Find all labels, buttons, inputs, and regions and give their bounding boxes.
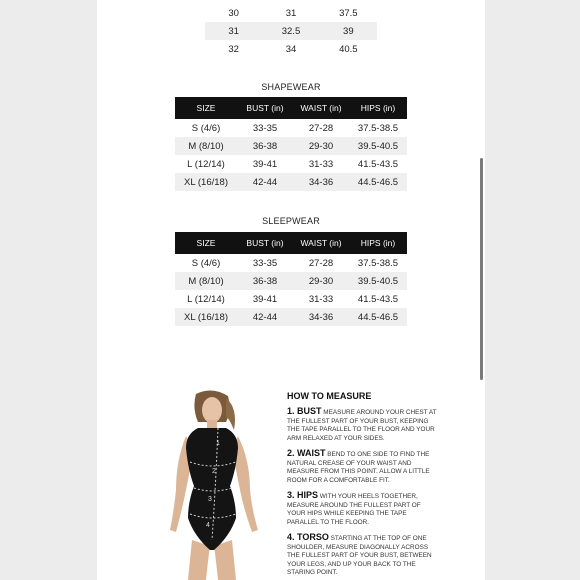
table-cell: 42-44 (237, 308, 293, 326)
table-cell: M (8/10) (175, 137, 237, 155)
table-cell: 33-35 (252, 257, 278, 269)
table-row (175, 254, 407, 272)
table-row (175, 272, 407, 290)
how-to-measure-title: HOW TO MEASURE (287, 391, 372, 401)
step-text: STARTING AT THE TOP OF ONE SHOULDER, MEASURE DIAGONALLY ACROSS THE FULLEST PART OF YOUR BUST, BETWEEN YOUR LEGS, AND UP YOUR BACK TO THE STARING POINT. (287, 535, 432, 577)
table-cell: 40.5 (339, 43, 358, 55)
figure-label-torso: 4 (206, 522, 210, 529)
shapewear-table (175, 97, 407, 191)
table-cell: 27-28 (308, 257, 334, 269)
table-row (205, 40, 377, 58)
header-waist: WAIST (in) (293, 97, 349, 119)
table-cell: 32 (228, 43, 239, 55)
table-row (175, 155, 407, 173)
table-cell: XL (16/18) (175, 173, 237, 191)
step-number: 4. TORSO (287, 532, 329, 542)
header-size: SIZE (175, 232, 237, 254)
measuring-figure (146, 390, 278, 580)
table-cell: 29-30 (293, 272, 349, 290)
table-cell: 39-41 (252, 158, 278, 170)
table-row (175, 290, 407, 308)
table-cell: 30 (228, 7, 239, 19)
table-cell: 37.5-38.5 (357, 122, 399, 134)
header-hips: HIPS (in) (349, 97, 407, 119)
table-cell: 33-35 (252, 122, 278, 134)
table-cell: 31 (205, 22, 262, 40)
table-cell: 36-38 (237, 272, 293, 290)
table-cell: 44.5-46.5 (349, 308, 407, 326)
table-cell: S (4/6) (191, 122, 221, 134)
header-bust: BUST (in) (237, 97, 293, 119)
sleepwear-table (175, 232, 407, 326)
table-cell: 37.5-38.5 (357, 257, 399, 269)
step-number: 3. HIPS (287, 490, 319, 500)
table-cell: 29-30 (293, 137, 349, 155)
header-size: SIZE (175, 97, 237, 119)
step-waist (287, 448, 437, 485)
table-cell: S (4/6) (191, 257, 221, 269)
table-cell: 41.5-43.5 (357, 158, 399, 170)
header-hips: HIPS (in) (349, 232, 407, 254)
figure-label-hips: 3 (208, 496, 212, 503)
scrollbar[interactable] (480, 158, 483, 380)
step-number: 2. WAIST (287, 448, 326, 458)
table-cell: 32.5 (262, 22, 319, 40)
step-text: MEASURE AROUND YOUR CHEST AT THE FULLEST PART OF YOUR BUST, KEEPING THE TAPE PARALLEL TO THE FLOOR AND YOUR ARM RELAXED AT YOUR SIDES. (287, 409, 437, 442)
table-header-row (175, 97, 407, 119)
size-table-partial (205, 4, 377, 58)
table-row (175, 173, 407, 191)
header-waist: WAIST (in) (293, 232, 349, 254)
table-cell: L (12/14) (187, 293, 225, 305)
table-cell: 37.5 (339, 7, 358, 19)
table-cell: M (8/10) (175, 272, 237, 290)
shapewear-title: SHAPEWEAR (261, 82, 321, 92)
sleepwear-title: SLEEPWEAR (262, 216, 320, 226)
figure-illustration (146, 390, 278, 580)
table-row (205, 22, 377, 40)
table-cell: 39.5-40.5 (349, 137, 407, 155)
figure-label-bust: 1 (216, 440, 220, 447)
table-cell: 39.5-40.5 (349, 272, 407, 290)
step-torso (287, 532, 437, 578)
table-header-row (175, 232, 407, 254)
step-bust (287, 406, 437, 443)
figure-label-waist: 2 (212, 468, 216, 475)
table-row (175, 119, 407, 137)
table-cell: 39-41 (252, 293, 278, 305)
table-cell: XL (16/18) (175, 308, 237, 326)
table-cell: 31-33 (308, 158, 334, 170)
header-bust: BUST (in) (237, 232, 293, 254)
table-cell: 36-38 (237, 137, 293, 155)
step-hips (287, 490, 437, 527)
table-row (205, 4, 377, 22)
table-cell: 34-36 (293, 308, 349, 326)
table-cell: 41.5-43.5 (357, 293, 399, 305)
table-cell: 44.5-46.5 (349, 173, 407, 191)
table-cell: 34-36 (293, 173, 349, 191)
table-cell: L (12/14) (187, 158, 225, 170)
table-row (175, 137, 407, 155)
table-cell: 42-44 (237, 173, 293, 191)
table-cell: 34 (285, 43, 297, 55)
step-text: WITH YOUR HEELS TOGETHER, MEASURE AROUND THE FULLEST PART OF YOUR HIPS WHILE KEEPING THE TAPE PARALLEL TO THE FLOOR. (287, 493, 421, 526)
table-cell: 39 (320, 22, 377, 40)
table-cell: 31 (285, 7, 297, 19)
table-cell: 27-28 (308, 122, 334, 134)
step-number: 1. BUST (287, 406, 322, 416)
step-text: BEND TO ONE SIDE TO FIND THE NATURAL CREASE OF YOUR WAIST AND MEASURE FROM THIS POINT. ALLOW A LITTLE ROOM FOR A COMFORTABLE FIT. (287, 451, 430, 484)
table-row (175, 308, 407, 326)
table-cell: 31-33 (308, 293, 334, 305)
